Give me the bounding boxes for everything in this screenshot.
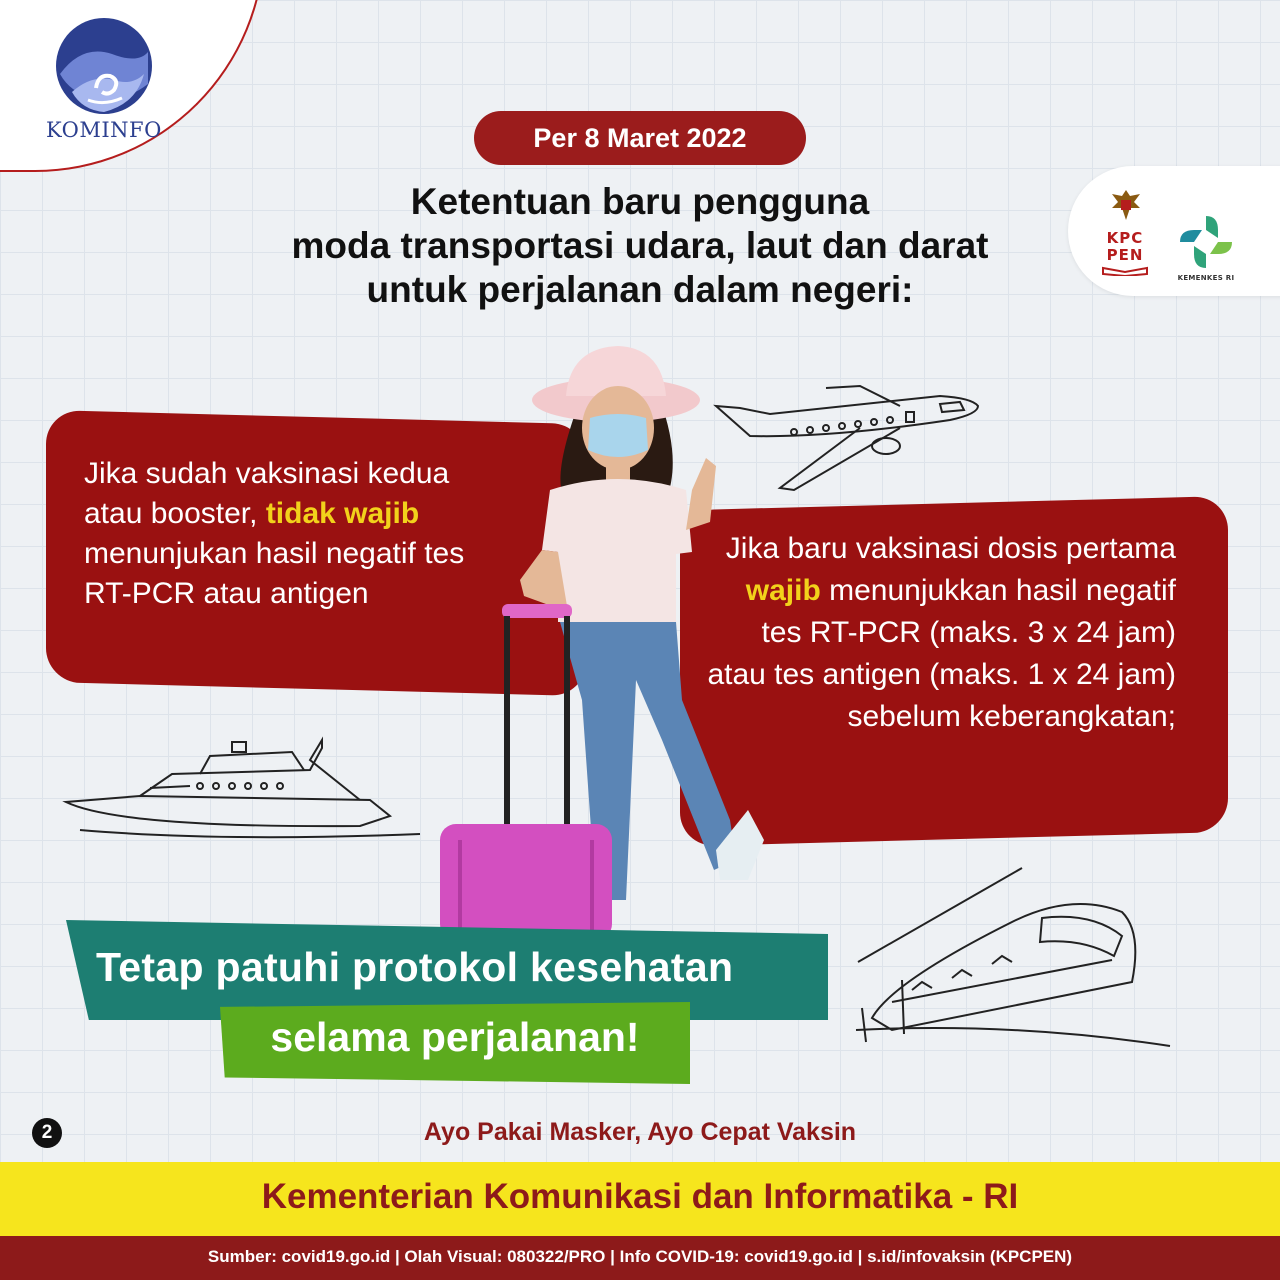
headline-line-3: untuk perjalanan dalam negeri: — [366, 269, 914, 310]
headline-line-2: moda transportasi udara, laut dan darat — [291, 225, 989, 266]
tagline: Ayo Pakai Masker, Ayo Cepat Vaksin — [423, 1118, 857, 1146]
ship-sketch-icon — [60, 730, 430, 850]
kemenkes-icon — [1176, 212, 1236, 272]
garuda-icon — [1106, 186, 1146, 226]
page-number-badge: 2 — [32, 1118, 62, 1148]
kemenkes-logo-text: KEMENKES RI — [1177, 274, 1235, 282]
traveler-illustration — [430, 340, 790, 940]
kominfo-emblem-icon — [52, 14, 156, 118]
right-text-part-2: menunjukkan hasil negatif tes RT-PCR (maks. 3 x 24 jam) atau tes antigen (maks. 1 x 24 jam) sebelum keberangkatan; — [707, 574, 1176, 733]
kominfo-logo-text: KOMINFO — [46, 118, 162, 142]
left-text-part-2: menunjukan hasil negatif tes RT-PCR atau antigen — [84, 537, 465, 610]
right-text-highlight: wajib — [745, 574, 821, 607]
kpcpen-book-icon — [1101, 266, 1149, 276]
headline-line-1: Ketentuan baru pengguna — [410, 181, 870, 222]
train-sketch-icon — [852, 862, 1172, 1052]
banner-line-2: selama perjalanan! — [270, 1014, 640, 1060]
left-text-highlight: tidak wajib — [265, 497, 420, 530]
footer-source-text: Sumber: covid19.go.id | Olah Visual: 080322/PRO | Info COVID-19: covid19.go.id | s.id/infovaksin (KPCPEN) — [207, 1247, 1073, 1266]
date-badge: Per 8 Maret 2022 — [474, 111, 806, 165]
footer-title: Kementerian Komunikasi dan Informatika - RI — [261, 1177, 1019, 1216]
kpcpen-logo: KPC PEN — [1106, 229, 1144, 264]
headline — [200, 180, 1080, 312]
left-text-part-1: Jika sudah vaksinasi kedua atau booster, — [84, 457, 450, 530]
right-text-part-1: Jika baru vaksinasi dosis pertama — [725, 532, 1176, 565]
banner-line-1: Tetap patuhi protokol kesehatan — [96, 944, 734, 990]
